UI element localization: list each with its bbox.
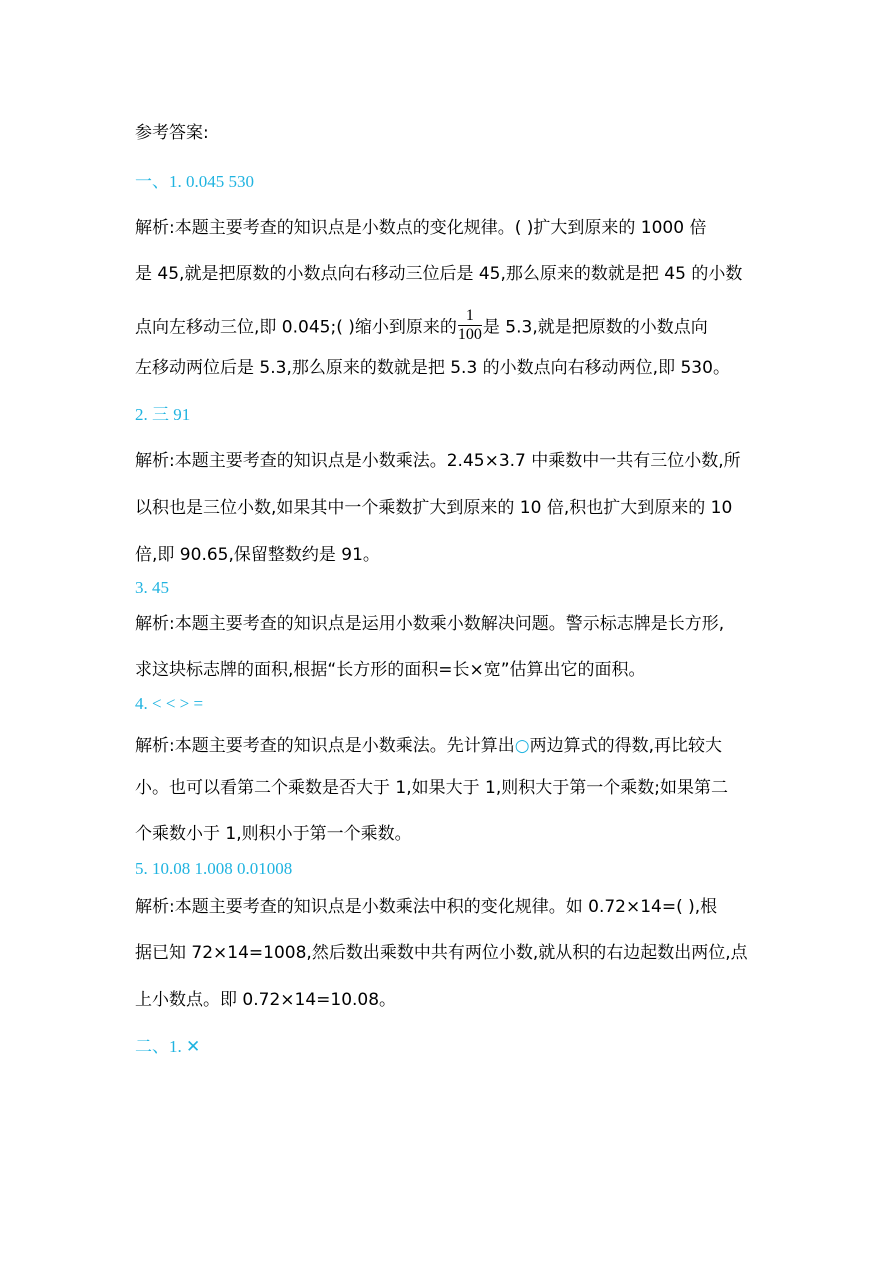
explanation-1-line-4: 左移动两位后是 5.3,那么原来的数就是把 5.3 的小数点向右移动两位,即 530。 <box>135 358 730 378</box>
fraction-denominator: 100 <box>457 326 482 343</box>
answer-1-3: 3. 45 <box>135 578 169 597</box>
fraction-numerator: 1 <box>458 307 482 326</box>
answer-1-5: 5. 10.08 1.008 0.01008 <box>135 859 293 878</box>
explanation-2-line-2: 以积也是三位小数,如果其中一个乘数扩大到原来的 10 倍,积也扩大到原来的 10 <box>135 498 733 518</box>
explanation-1-line-1: 解析:本题主要考查的知识点是小数点的变化规律。( )扩大到原来的 1000 倍 <box>135 218 707 238</box>
explanation-2-line-3: 倍,即 90.65,保留整数约是 91。 <box>135 545 380 565</box>
explanation-1-line-3 <box>135 309 708 346</box>
answer-1-4: 4. < < > = <box>135 694 204 713</box>
explanation-5-line-1: 解析:本题主要考查的知识点是小数乘法中积的变化规律。如 0.72×14=( ),根 <box>135 897 718 917</box>
explanation-1-line-2: 是 45,就是把原数的小数点向右移动三位后是 45,那么原来的数就是把 45 的小数 <box>135 264 743 284</box>
circle-icon: ○ <box>514 736 530 756</box>
explanation-4-line-3: 个乘数小于 1,则积小于第一个乘数。 <box>135 824 412 844</box>
explanation-4-line-2: 小。也可以看第二个乘数是否大于 1,如果大于 1,则积大于第一个乘数;如果第二 <box>135 778 728 798</box>
explanation-1-line-3-part-b: 是 5.3,就是把原数的小数点向 <box>482 317 708 338</box>
explanation-5-line-2: 据已知 72×14=1008,然后数出乘数中共有两位小数,就从积的右边起数出两位,点 <box>135 943 748 963</box>
explanation-4-line-1-part-b: 两边算式的得数,再比较大 <box>529 736 722 756</box>
answer-1-1: 一、1. 0.045 530 <box>135 172 254 191</box>
answer-1-2: 2. 三 91 <box>135 405 191 424</box>
fraction-one-hundredth <box>458 307 482 344</box>
explanation-4-line-1-part-a: 解析:本题主要考查的知识点是小数乘法。先计算出 <box>135 736 515 756</box>
explanation-5-line-3: 上小数点。即 0.72×14=10.08。 <box>135 990 397 1010</box>
explanation-3-line-1: 解析:本题主要考查的知识点是运用小数乘小数解决问题。警示标志牌是长方形, <box>135 614 725 634</box>
page-title: 参考答案: <box>135 123 209 143</box>
explanation-4-line-1 <box>135 735 722 757</box>
answer-2-1: 二、1. ✕ <box>135 1037 201 1056</box>
explanation-1-line-3-part-a: 点向左移动三位,即 0.045;( )缩小到原来的 <box>135 317 457 338</box>
explanation-3-line-2: 求这块标志牌的面积,根据“长方形的面积=长×宽”估算出它的面积。 <box>135 660 646 680</box>
explanation-2-line-1: 解析:本题主要考查的知识点是小数乘法。2.45×3.7 中乘数中一共有三位小数,所 <box>135 451 741 471</box>
